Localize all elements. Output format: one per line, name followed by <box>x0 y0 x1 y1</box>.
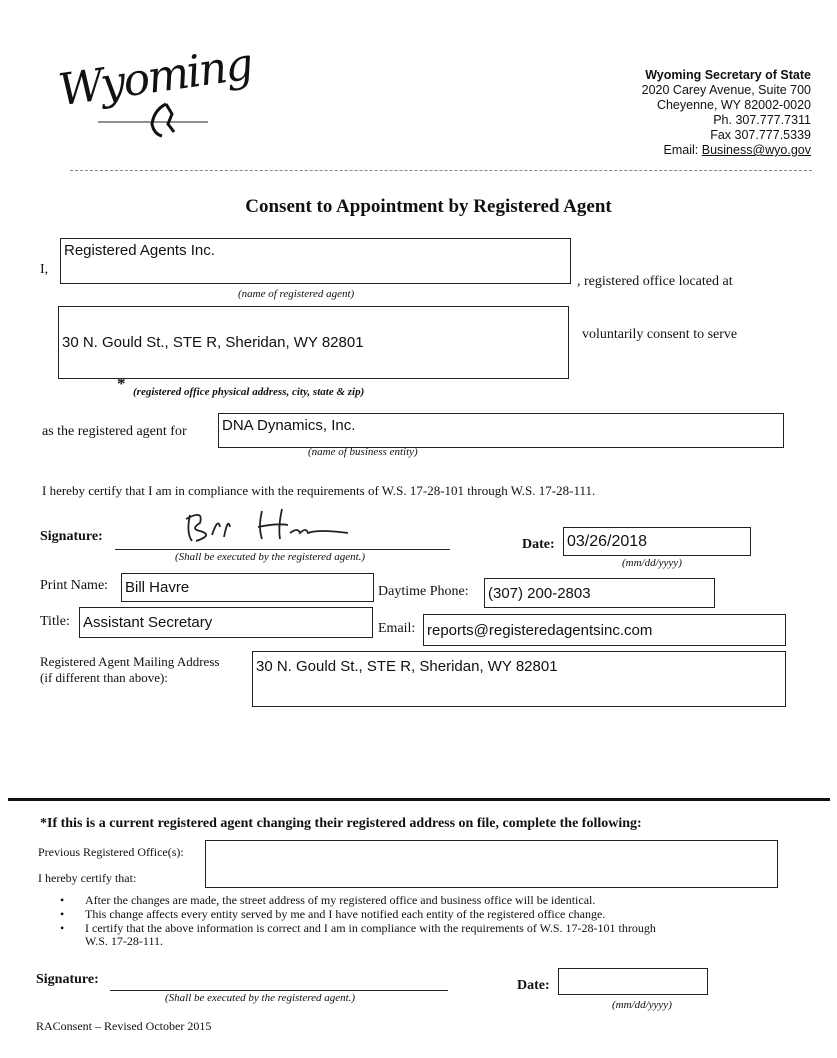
agent-name-note: (name of registered agent) <box>238 288 355 300</box>
page-title: Consent to Appointment by Registered Agent <box>245 196 612 217</box>
email-input[interactable] <box>423 614 786 646</box>
office-phone: Ph. 307.777.7311 <box>713 113 811 127</box>
bullet-item-continuation: W.S. 17-28-111. <box>85 934 163 948</box>
print-name-label: Print Name: <box>40 578 109 593</box>
change-date-format-note: (mm/dd/yyyy) <box>612 999 672 1011</box>
bullet-item: • After the changes are made, the street address of my registered office and business office will be identical. <box>60 893 596 907</box>
title-input[interactable] <box>79 607 373 638</box>
section-divider <box>8 798 830 801</box>
date-format-note: (mm/dd/yyyy) <box>622 557 682 569</box>
mailing-address-sublabel: (if different than above): <box>40 670 168 685</box>
i-label: I, <box>40 262 49 277</box>
date-input[interactable] <box>563 527 751 556</box>
office-fax: Fax 307.777.5339 <box>710 128 811 142</box>
handwritten-signature <box>182 505 352 545</box>
agent-name-input[interactable] <box>60 238 571 284</box>
office-address-2: Cheyenne, WY 82002-0020 <box>656 98 811 112</box>
email-label: Email: <box>378 621 416 636</box>
wyoming-logo <box>55 38 255 142</box>
certify-label: I hereby certify that: <box>38 871 137 885</box>
compliance-statement: I hereby certify that I am in compliance with the requirements of W.S. 17-28-101 through W.S. 17-28-111. <box>42 483 596 498</box>
change-section-heading: *If this is a current registered agent changing their registered address on file, complete the following: <box>40 816 642 831</box>
print-name-input[interactable] <box>121 573 374 602</box>
logo-text: Wyoming <box>55 38 255 117</box>
asterisk-mark: * <box>117 374 126 393</box>
agent-for-label: as the registered agent for <box>42 424 187 439</box>
bucking-horse-icon <box>98 100 208 140</box>
mailing-address-label: Registered Agent Mailing Address <box>40 654 220 669</box>
change-date-label: Date: <box>517 978 550 993</box>
title-label: Title: <box>40 614 70 629</box>
revision-footer: RAConsent – Revised October 2015 <box>36 1019 212 1033</box>
office-name: Wyoming Secretary of State <box>645 68 811 82</box>
change-signature-label: Signature: <box>36 972 99 987</box>
phone-input[interactable] <box>484 578 715 608</box>
date-label: Date: <box>522 537 555 552</box>
consent-label: voluntarily consent to serve <box>582 327 738 342</box>
change-date-input[interactable] <box>558 968 708 995</box>
signature-label: Signature: <box>40 529 103 544</box>
office-address-note: (registered office physical address, city, state & zip) <box>133 386 365 398</box>
office-address-input[interactable] <box>58 306 569 379</box>
email-label: Email: <box>663 143 699 157</box>
office-email-link[interactable]: Business@wyo.gov <box>701 143 811 157</box>
office-address-1: 2020 Carey Avenue, Suite 700 <box>641 83 811 97</box>
previous-office-label: Previous Registered Office(s): <box>38 845 184 859</box>
entity-name-input[interactable] <box>218 413 784 448</box>
entity-name-note: (name of business entity) <box>308 446 418 458</box>
phone-label: Daytime Phone: <box>378 584 469 599</box>
bullet-item: • I certify that the above information is correct and I am in compliance with the requirements of W.S. 17-28-101 through <box>60 921 656 935</box>
header-divider <box>70 170 812 171</box>
mailing-address-input[interactable] <box>252 651 786 707</box>
change-signature-line <box>110 990 448 991</box>
signature-line <box>115 549 450 550</box>
signature-note: (Shall be executed by the registered agent.) <box>175 551 366 563</box>
previous-office-input[interactable] <box>205 840 778 888</box>
bullet-item: • This change affects every entity served by me and I have notified each entity of the registered office change. <box>60 907 606 921</box>
office-located-label: , registered office located at <box>577 274 733 289</box>
change-signature-note: (Shall be executed by the registered agent.) <box>165 992 356 1004</box>
